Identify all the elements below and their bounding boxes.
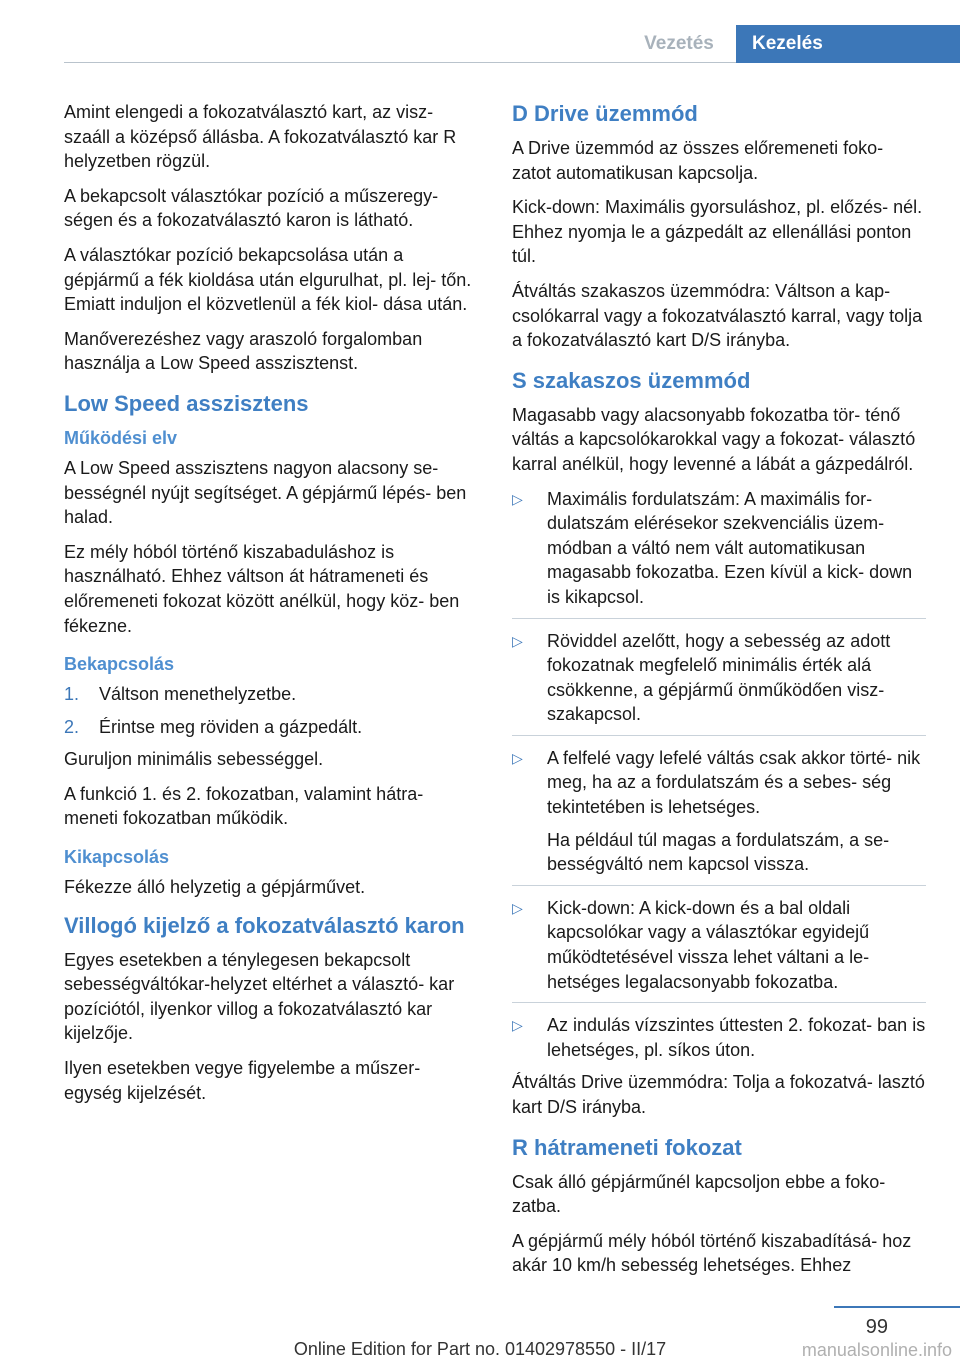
list-item	[512, 1013, 926, 1062]
triangle-bullet-icon: ▷	[512, 899, 523, 916]
paragraph: A funkció 1. és 2. fokozatban, valamint hátra‐ meneti fokozatban működik.	[64, 783, 424, 829]
paragraph: Ilyen esetekben vegye figyelembe a műszer‐ egység kijelzését.	[64, 1058, 421, 1103]
step-number: 1.	[64, 684, 80, 705]
divider	[512, 885, 926, 886]
triangle-bullet-icon: ▷	[512, 632, 523, 649]
step-number: 2.	[64, 716, 80, 737]
list-item	[512, 487, 926, 610]
divider	[512, 618, 926, 619]
paragraph: Guruljon minimális sebességgel.	[64, 749, 324, 770]
paragraph: Átváltás szakaszos üzemmódra: Váltson a kap‐ csolókarral vagy a fokozatválasztó karral, vagy tolja a fokozatválasztó kart D/S irányba.	[512, 280, 923, 351]
bullet-text: A felfelé vagy lefelé váltás csak akkor törté‐ nik meg, ha az a fordulatszám és a sebes‐ ség tekintetében is lehetséges.	[547, 747, 921, 818]
bullet-text: Röviddel azelőtt, hogy a sebesség az adott fokozatnak megfelelő minimális érték alá csökkenne, a gépjármű önműködően visz‐ szakapcsol.	[547, 630, 891, 725]
bullet-extra-text: Ha például túl magas a fordulatszám, a se‐ bességváltó nem kapcsol vissza.	[547, 829, 890, 875]
divider	[512, 1002, 926, 1003]
heading-d-drive: D Drive üzemmód	[512, 101, 698, 126]
paragraph: A bekapcsolt választókar pozíció a műszeregy‐ ségen és a fokozatválasztó karon is látható.	[64, 185, 439, 231]
list-item	[64, 715, 478, 740]
edition-footer: Online Edition for Part no. 01402978550 - II/17	[293, 1339, 667, 1359]
list-item	[512, 746, 926, 877]
heading-mukodesi-elv: Működési elv	[64, 427, 178, 448]
paragraph: A gépjármű mély hóból történő kiszabadításá‐ hoz akár 10 km/h sebesség lehetséges. Ehhez	[512, 1230, 912, 1276]
paragraph: Amint elengedi a fokozatválasztó kart, az visz‐ szaáll a középső állásba. A fokozatválasztó kar R helyzetben rögzül.	[64, 102, 457, 172]
heading-s-szakaszos: S szakaszos üzemmód	[512, 367, 751, 393]
paragraph: Átváltás Drive üzemmódra: Tolja a fokozatvá‐ lasztó kart D/S irányba.	[512, 1072, 925, 1117]
step-text: Váltson menethelyzetbe.	[99, 684, 297, 705]
triangle-bullet-icon: ▷	[512, 1017, 523, 1034]
heading-villogo-kijelzo: Villogó kijelző a fokozatválasztó karon	[64, 912, 465, 938]
bullet-text: Kick-down: A kick-down és a bal oldali kapcsolókar vagy a választókar egyidejű működtetésével vissza lehet váltani a le‐ hetséges legalacsonyabb fokozatba.	[547, 897, 870, 992]
page-number: 99	[865, 1316, 888, 1338]
paragraph: Magasabb vagy alacsonyabb fokozatba tör‐ ténő váltás a kapcsolókarokkal vagy a fokozat‐ választó karral anélkül, hogy levenné a lábát a gázpedálról.	[512, 404, 916, 474]
paragraph: A Low Speed asszisztens nagyon alacsony se‐ bességnél nyújt segítséget. A gépjármű lépés‐ ben halad.	[64, 457, 467, 528]
paragraph: Csak álló gépjárműnél kapcsoljon ebbe a foko‐ zatba.	[512, 1171, 886, 1217]
paragraph: Egyes esetekben a ténylegesen bekapcsolt sebességváltókar-helyzet eltérhet a választó‐ kar pozíciótól, ilyenkor villog a fokozatválasztó kar kijelzője.	[64, 949, 455, 1044]
list-item	[512, 896, 926, 994]
paragraph: Manőverezéshez vagy araszoló forgalomban használja a Low Speed asszisztenst.	[64, 328, 423, 374]
tab-kezeles[interactable]: Kezelés	[736, 25, 960, 63]
bullet-text: Az indulás vízszintes úttesten 2. fokozat‐ ban is lehetséges, pl. síkos úton.	[547, 1015, 926, 1060]
steps-list	[64, 682, 478, 739]
paragraph: A választókar pozíció bekapcsolása után a gépjármű a fék kioldása után elgurulhat, pl. lej‐ tőn. Emiatt induljon el közvetlenül a fék kiol‐ dása után.	[64, 244, 472, 315]
bullet-text: Maximális fordulatszám: A maximális for‐ dulatszám elérésekor szekvenciális üzem‐ módban a váltó nem vált automatikusan magasabb fokozatba. Ezen kívül a kick- down is kikapcsol.	[547, 488, 913, 607]
bullet-list	[512, 487, 926, 1063]
step-text: Érintse meg röviden a gázpedált.	[99, 716, 363, 737]
tab-vezetes[interactable]: Vezetés	[644, 33, 714, 54]
paragraph: Kick-down: Maximális gyorsuláshoz, pl. előzés‐ nél. Ehhez nyomja le a gázpedált az ellenállási ponton túl.	[512, 197, 923, 267]
footer-rule	[834, 1306, 960, 1308]
list-item	[512, 629, 926, 727]
paragraph: Ez mély hóból történő kiszabaduláshoz is használható. Ehhez váltson át hátrameneti és előremeneti fokozat között anélkül, hogy köz‐ ben fékezne.	[64, 541, 460, 636]
divider	[512, 735, 926, 736]
right-column	[512, 100, 926, 1288]
paragraph: Fékezze álló helyzetig a gépjárművet.	[64, 877, 366, 898]
left-column	[64, 100, 478, 1115]
paragraph: A Drive üzemmód az összes előremeneti foko‐ zatot automatikusan kapcsolja.	[512, 138, 884, 183]
watermark: manualsonline.info	[801, 1340, 952, 1360]
triangle-bullet-icon: ▷	[512, 749, 523, 766]
list-item	[64, 682, 478, 707]
heading-r-hatrameneti: R hátrameneti fokozat	[512, 1134, 742, 1160]
heading-bekapcsolas: Bekapcsolás	[64, 654, 175, 675]
triangle-bullet-icon: ▷	[512, 490, 523, 507]
heading-low-speed: Low Speed asszisztens	[64, 390, 309, 416]
heading-kikapcsolas: Kikapcsolás	[64, 847, 170, 868]
